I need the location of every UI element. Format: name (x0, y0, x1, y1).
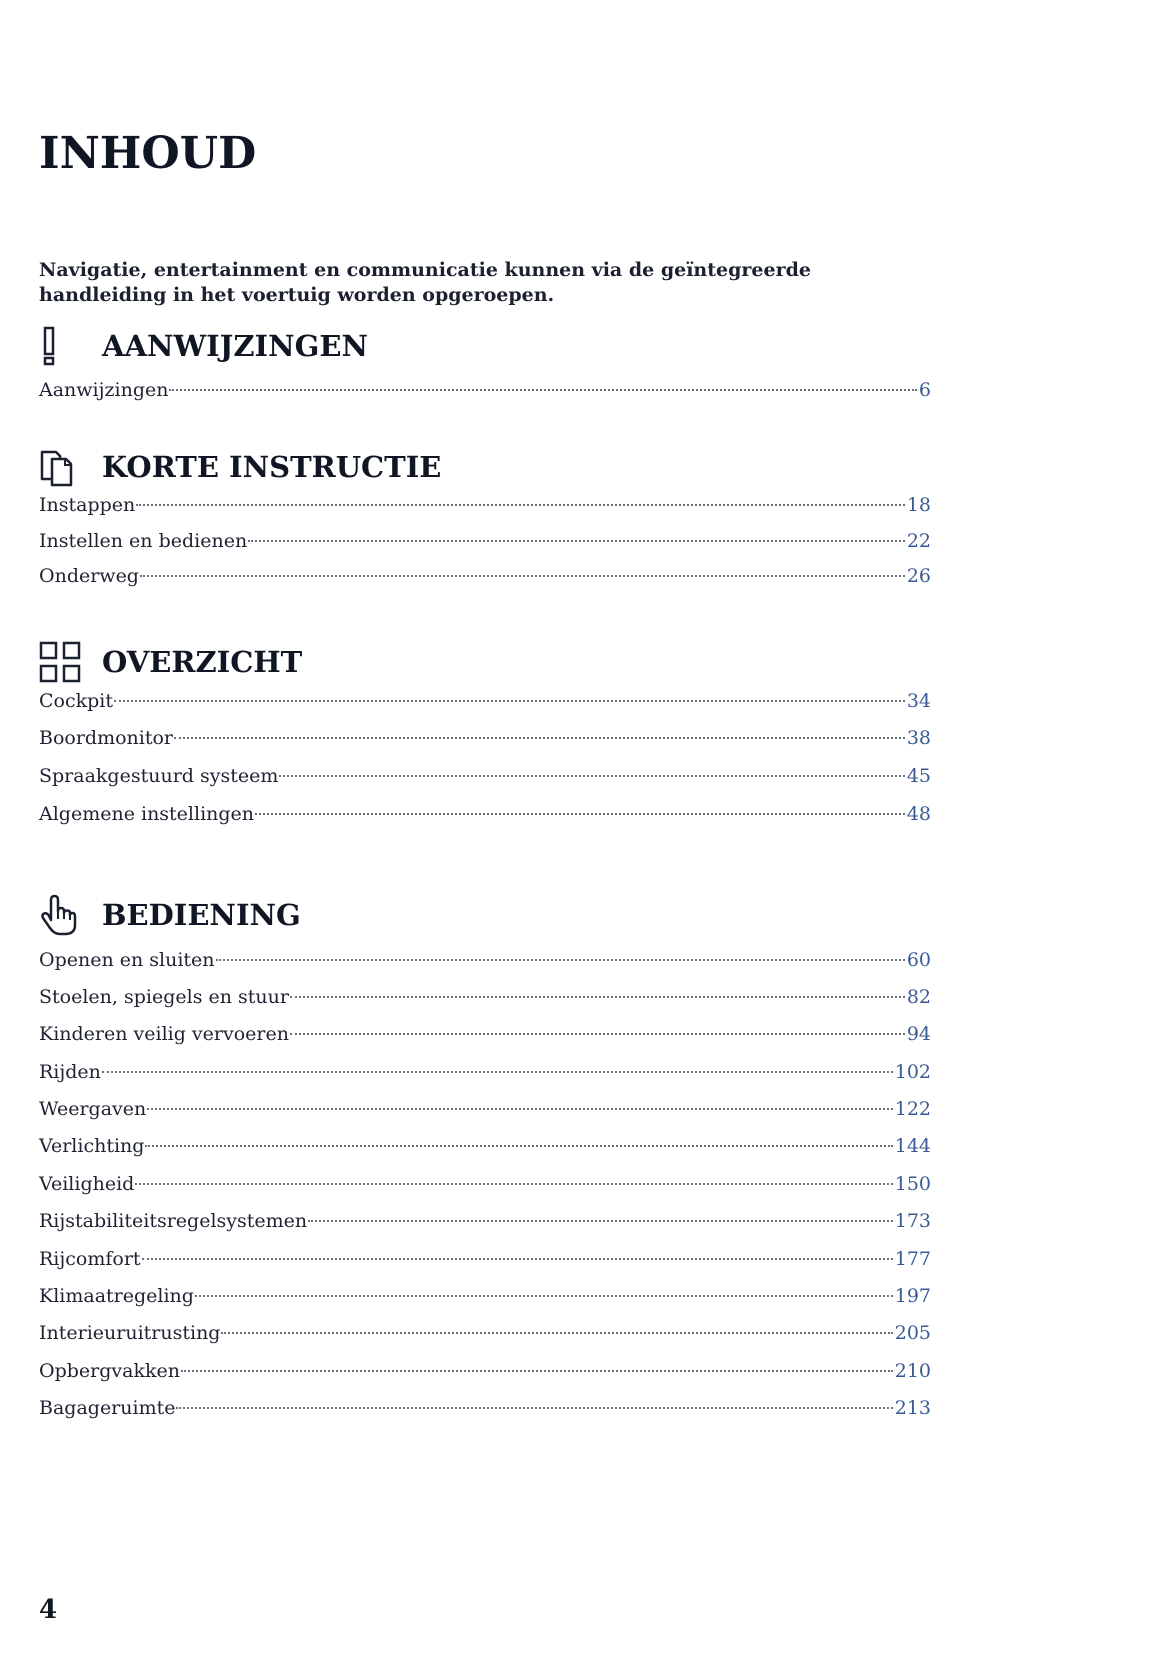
toc-entry-onderweg[interactable] (39, 562, 931, 590)
toc-entry-label: Openen en sluiten (39, 949, 215, 971)
toc-entry-verlichting[interactable] (39, 1132, 931, 1160)
toc-entry-page: 102 (894, 1061, 931, 1083)
dot-leader (279, 775, 904, 777)
toc-entry-label: Rijcomfort (39, 1248, 141, 1270)
toc-entry-page: 6 (918, 379, 931, 401)
dot-leader (176, 1407, 892, 1409)
toc-entry-page: 144 (894, 1135, 931, 1157)
toc-entry-openen-en-sluiten[interactable] (39, 946, 931, 974)
toc-entry-rijstabiliteitsregelsystemen[interactable] (39, 1207, 931, 1235)
dot-leader (290, 1033, 905, 1035)
toc-entry-label: Verlichting (39, 1135, 145, 1157)
toc-entry-klimaatregeling[interactable] (39, 1282, 931, 1310)
toc-entry-page: 94 (906, 1023, 931, 1045)
section-heading-overzicht (39, 639, 302, 685)
toc-entry-label: Instellen en bedienen (39, 530, 248, 552)
dot-leader (216, 959, 905, 961)
dot-leader (248, 540, 905, 542)
dot-leader (174, 737, 905, 739)
toc-entry-label: Opbergvakken (39, 1360, 180, 1382)
toc-entry-page: 26 (906, 565, 931, 587)
toc-entry-cockpit[interactable] (39, 687, 931, 715)
toc-entry-label: Spraakgestuurd systeem (39, 765, 279, 787)
section-heading-korte-instructie (39, 444, 441, 490)
toc-entry-label: Rijstabiliteitsregelsystemen (39, 1210, 308, 1232)
section-title: OVERZICHT (102, 645, 303, 679)
toc-entry-label: Veiligheid (39, 1173, 135, 1195)
dot-leader (114, 700, 905, 702)
page-number: 4 (39, 1595, 58, 1625)
toc-entry-label: Boordmonitor (39, 727, 174, 749)
section-title: BEDIENING (102, 898, 301, 932)
dot-leader (147, 1108, 892, 1110)
dot-leader (145, 1145, 892, 1147)
dot-leader (308, 1220, 893, 1222)
toc-entry-page: 210 (894, 1360, 931, 1382)
toc-entry-veiligheid[interactable] (39, 1170, 931, 1198)
toc-entry-label: Bagageruimte (39, 1397, 176, 1419)
dot-leader (181, 1370, 893, 1372)
toc-entry-page: 34 (906, 690, 931, 712)
toc-entry-rijcomfort[interactable] (39, 1245, 931, 1273)
toc-entry-label: Cockpit (39, 690, 114, 712)
toc-entry-page: 48 (906, 803, 931, 825)
toc-entry-instellen-en-bedienen[interactable] (39, 527, 931, 555)
intro-text: Navigatie, entertainment en communicatie kunnen via de geïntegreerde handleiding in het voertuig worden opgeroepen. (39, 259, 811, 306)
dot-leader (221, 1332, 892, 1334)
dot-leader (290, 996, 905, 998)
pointing-hand-icon (39, 892, 89, 938)
grid-icon (39, 639, 89, 685)
dot-leader (142, 1258, 893, 1260)
toc-entry-bagageruimte[interactable] (39, 1394, 931, 1422)
dot-leader (140, 575, 905, 577)
toc-entry-page: 82 (906, 986, 931, 1008)
toc-entry-label: Rijden (39, 1061, 101, 1083)
dot-leader (169, 389, 916, 391)
toc-entry-label: Instappen (39, 494, 136, 516)
toc-entry-page: 197 (894, 1285, 931, 1307)
toc-entry-page: 122 (894, 1098, 931, 1120)
toc-entry-page: 18 (906, 494, 931, 516)
toc-entry-stoelen-spiegels-en-stuur[interactable] (39, 983, 931, 1011)
toc-entry-boordmonitor[interactable] (39, 724, 931, 752)
dot-leader (102, 1071, 893, 1073)
toc-entry-page: 213 (894, 1397, 931, 1419)
dot-leader (135, 1183, 892, 1185)
toc-entry-instappen[interactable] (39, 491, 931, 519)
toc-entry-label: Stoelen, spiegels en stuur (39, 986, 289, 1008)
toc-entry-algemene-instellingen[interactable] (39, 800, 931, 828)
toc-entry-aanwijzingen[interactable] (39, 376, 931, 404)
toc-entry-interieuruitrusting[interactable] (39, 1319, 931, 1347)
toc-entry-kinderen-veilig-vervoeren[interactable] (39, 1020, 931, 1048)
toc-entry-page: 60 (906, 949, 931, 971)
toc-entry-label: Onderweg (39, 565, 139, 587)
toc-entry-page: 205 (894, 1322, 931, 1344)
section-title: AANWIJZINGEN (102, 329, 368, 363)
exclamation-icon (39, 323, 89, 369)
dot-leader (255, 813, 905, 815)
toc-entry-label: Algemene instellingen (39, 803, 255, 825)
section-title: KORTE INSTRUCTIE (102, 450, 442, 484)
page-title: INHOUD (39, 128, 257, 179)
toc-entry-spraakgestuurd-systeem[interactable] (39, 762, 931, 790)
toc-entry-page: 22 (906, 530, 931, 552)
toc-entry-page: 45 (906, 765, 931, 787)
toc-entry-page: 38 (906, 727, 931, 749)
toc-entry-weergaven[interactable] (39, 1095, 931, 1123)
documents-icon (39, 444, 89, 490)
dot-leader (136, 504, 905, 506)
toc-entry-label: Klimaatregeling (39, 1285, 194, 1307)
dot-leader (195, 1295, 893, 1297)
toc-entry-page: 173 (894, 1210, 931, 1232)
toc-entry-opbergvakken[interactable] (39, 1357, 931, 1385)
toc-entry-label: Weergaven (39, 1098, 147, 1120)
section-heading-aanwijzingen (39, 323, 368, 369)
toc-entry-page: 177 (894, 1248, 931, 1270)
toc-entry-label: Kinderen veilig vervoeren (39, 1023, 289, 1045)
toc-entry-label: Interieuruitrusting (39, 1322, 221, 1344)
toc-entry-label: Aanwijzingen (39, 379, 169, 401)
toc-entry-rijden[interactable] (39, 1058, 931, 1086)
toc-entry-page: 150 (894, 1173, 931, 1195)
section-heading-bediening (39, 892, 301, 938)
